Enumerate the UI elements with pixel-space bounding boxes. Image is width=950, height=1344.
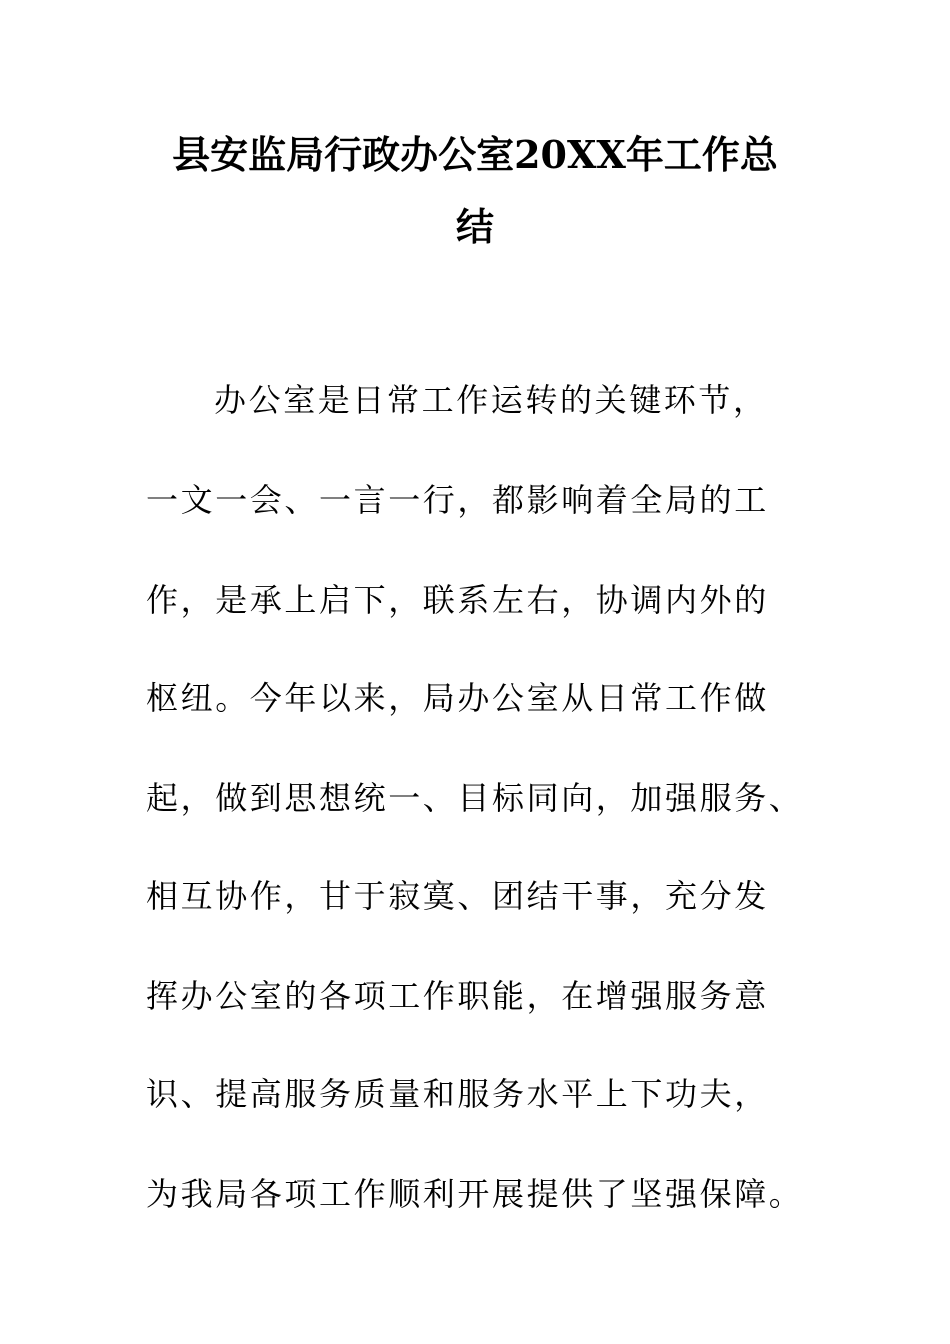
- document-title-line-1: 县安监局行政办公室20XX年工作总: [172, 132, 778, 177]
- paragraph-line-3: 作，是承上启下，联系左右，协调内外的: [146, 581, 769, 619]
- paragraph-line-7: 挥办公室的各项工作职能，在增强服务意: [146, 977, 769, 1015]
- paragraph-line-4: 枢纽。今年以来，局办公室从日常工作做: [146, 679, 769, 717]
- paragraph-line-8: 识、提高服务质量和服务水平上下功夫，: [146, 1075, 769, 1113]
- paragraph-line-6: 相互协作，甘于寂寞、团结干事，充分发: [146, 877, 769, 915]
- paragraph-line-2: 一文一会、一言一行，都影响着全局的工: [146, 481, 769, 519]
- paragraph-line-5: 起，做到思想统一、目标同向，加强服务、: [146, 779, 804, 817]
- paragraph-line-9: 为我局各项工作顺利开展提供了坚强保障。: [146, 1175, 804, 1213]
- document-title-line-2: 结: [455, 204, 494, 249]
- paragraph-line-1: 办公室是日常工作运转的关键环节，: [214, 381, 768, 419]
